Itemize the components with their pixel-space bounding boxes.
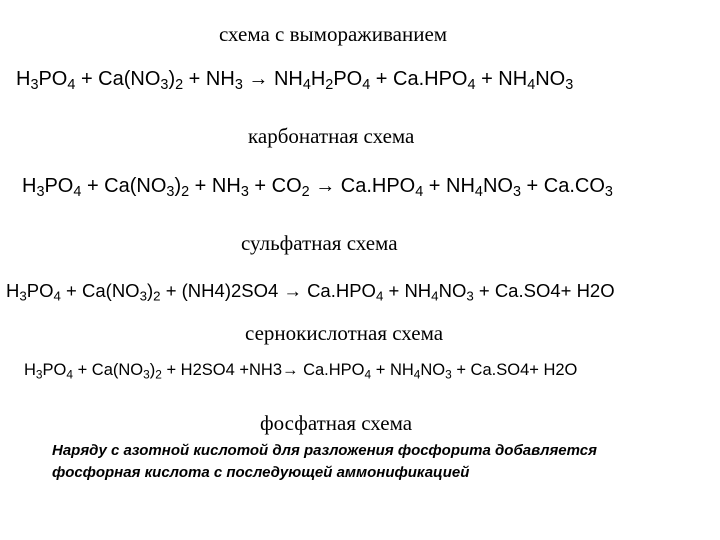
subscript: 3 [139, 288, 147, 304]
subscript: 4 [73, 184, 82, 201]
subscript: 4 [67, 77, 76, 94]
subscript: 3 [35, 367, 43, 382]
formula-text: NO [420, 361, 446, 379]
formula-text: PO [38, 68, 68, 90]
formula-text: PO [333, 68, 363, 90]
formula-text: H [16, 68, 31, 90]
formula-text: H [310, 68, 326, 90]
formula-text: + NH [189, 175, 241, 197]
subscript: 2 [155, 367, 162, 382]
equation-sulfuric-acid [24, 361, 577, 380]
formula-text: PO [42, 361, 67, 379]
subscript: 3 [445, 367, 452, 382]
subscript: 3 [143, 367, 150, 382]
formula-text: H [22, 175, 37, 197]
heading-sulfate: сульфатная схема [241, 231, 398, 255]
formula-text: + Ca.HPO [370, 68, 468, 90]
equation-carbonate [22, 175, 613, 201]
formula-text: + Ca.CO [520, 175, 605, 197]
subscript: 4 [375, 288, 384, 304]
formula-text: + NH [371, 361, 414, 379]
formula-text: NO [438, 280, 467, 301]
formula-text: + (NH4)2SO4 → Ca.HPO [160, 280, 376, 301]
equation-freezing [16, 68, 574, 94]
formula-text: + Ca(NO [81, 175, 167, 197]
subscript: 4 [415, 184, 424, 201]
formula-text: → Ca.HPO [309, 175, 416, 197]
phosphate-note [52, 440, 712, 484]
formula-text: ) [146, 280, 154, 301]
formula-text: PO [26, 280, 54, 301]
subscript: 2 [181, 184, 190, 201]
formula-text: + NH [383, 280, 432, 301]
subscript: 3 [160, 77, 169, 94]
formula-text: + Ca.SO4+ H2O [451, 361, 578, 379]
formula-text: → NH [242, 68, 303, 90]
subscript: 3 [565, 77, 574, 94]
formula-text: H [24, 361, 36, 379]
subscript: 3 [604, 184, 613, 201]
heading-freezing: схема с вымораживанием [219, 22, 448, 46]
formula-text: + NH [423, 175, 475, 197]
equation-sulfate [6, 280, 615, 302]
formula-text: + H2SO4 +NH3→ Ca.HPO [161, 361, 365, 379]
formula-text: H [6, 280, 20, 301]
formula-text: ) [149, 361, 156, 379]
subscript: 2 [175, 77, 184, 94]
subscript: 3 [512, 184, 521, 201]
subscript: 3 [466, 288, 474, 304]
subscript: 4 [53, 288, 61, 304]
formula-text: NO [535, 68, 566, 90]
subscript: 4 [302, 77, 311, 94]
formula-text: PO [44, 175, 74, 197]
formula-text: ) [174, 175, 182, 197]
formula-text: + NH [183, 68, 235, 90]
formula-text: NO [482, 175, 513, 197]
subscript: 3 [30, 77, 39, 94]
subscript: 4 [413, 367, 421, 382]
subscript: 2 [301, 184, 310, 201]
subscript: 3 [19, 288, 27, 304]
subscript: 4 [362, 77, 371, 94]
subscript: 4 [431, 288, 439, 304]
formula-text: + NH [475, 68, 528, 90]
subscript: 3 [166, 184, 175, 201]
subscript: 4 [66, 367, 73, 382]
subscript: 4 [467, 77, 476, 94]
formula-text: ) [168, 68, 176, 90]
subscript: 4 [527, 77, 536, 94]
note-line: фосфорная кислота с последующей аммонификацией [52, 464, 470, 481]
subscript: 3 [36, 184, 45, 201]
heading-phosphate: фосфатная схема [260, 411, 413, 435]
formula-text: + CO [248, 175, 302, 197]
heading-carbonate: карбонатная схема [248, 124, 415, 148]
subscript: 4 [364, 367, 372, 382]
formula-text: + Ca.SO4+ H2O [473, 280, 615, 301]
subscript: 4 [474, 184, 483, 201]
subscript: 2 [153, 288, 161, 304]
note-line: Наряду с азотной кислотой для разложения фосфорита добавляется [52, 442, 597, 459]
formula-text: + Ca(NO [60, 280, 140, 301]
heading-sulfuric-acid: сернокислотная схема [245, 321, 444, 345]
formula-text: + Ca(NO [72, 361, 144, 379]
subscript: 3 [240, 184, 249, 201]
formula-text: + Ca(NO [75, 68, 161, 90]
subscript: 3 [234, 77, 243, 94]
subscript: 2 [325, 77, 334, 94]
